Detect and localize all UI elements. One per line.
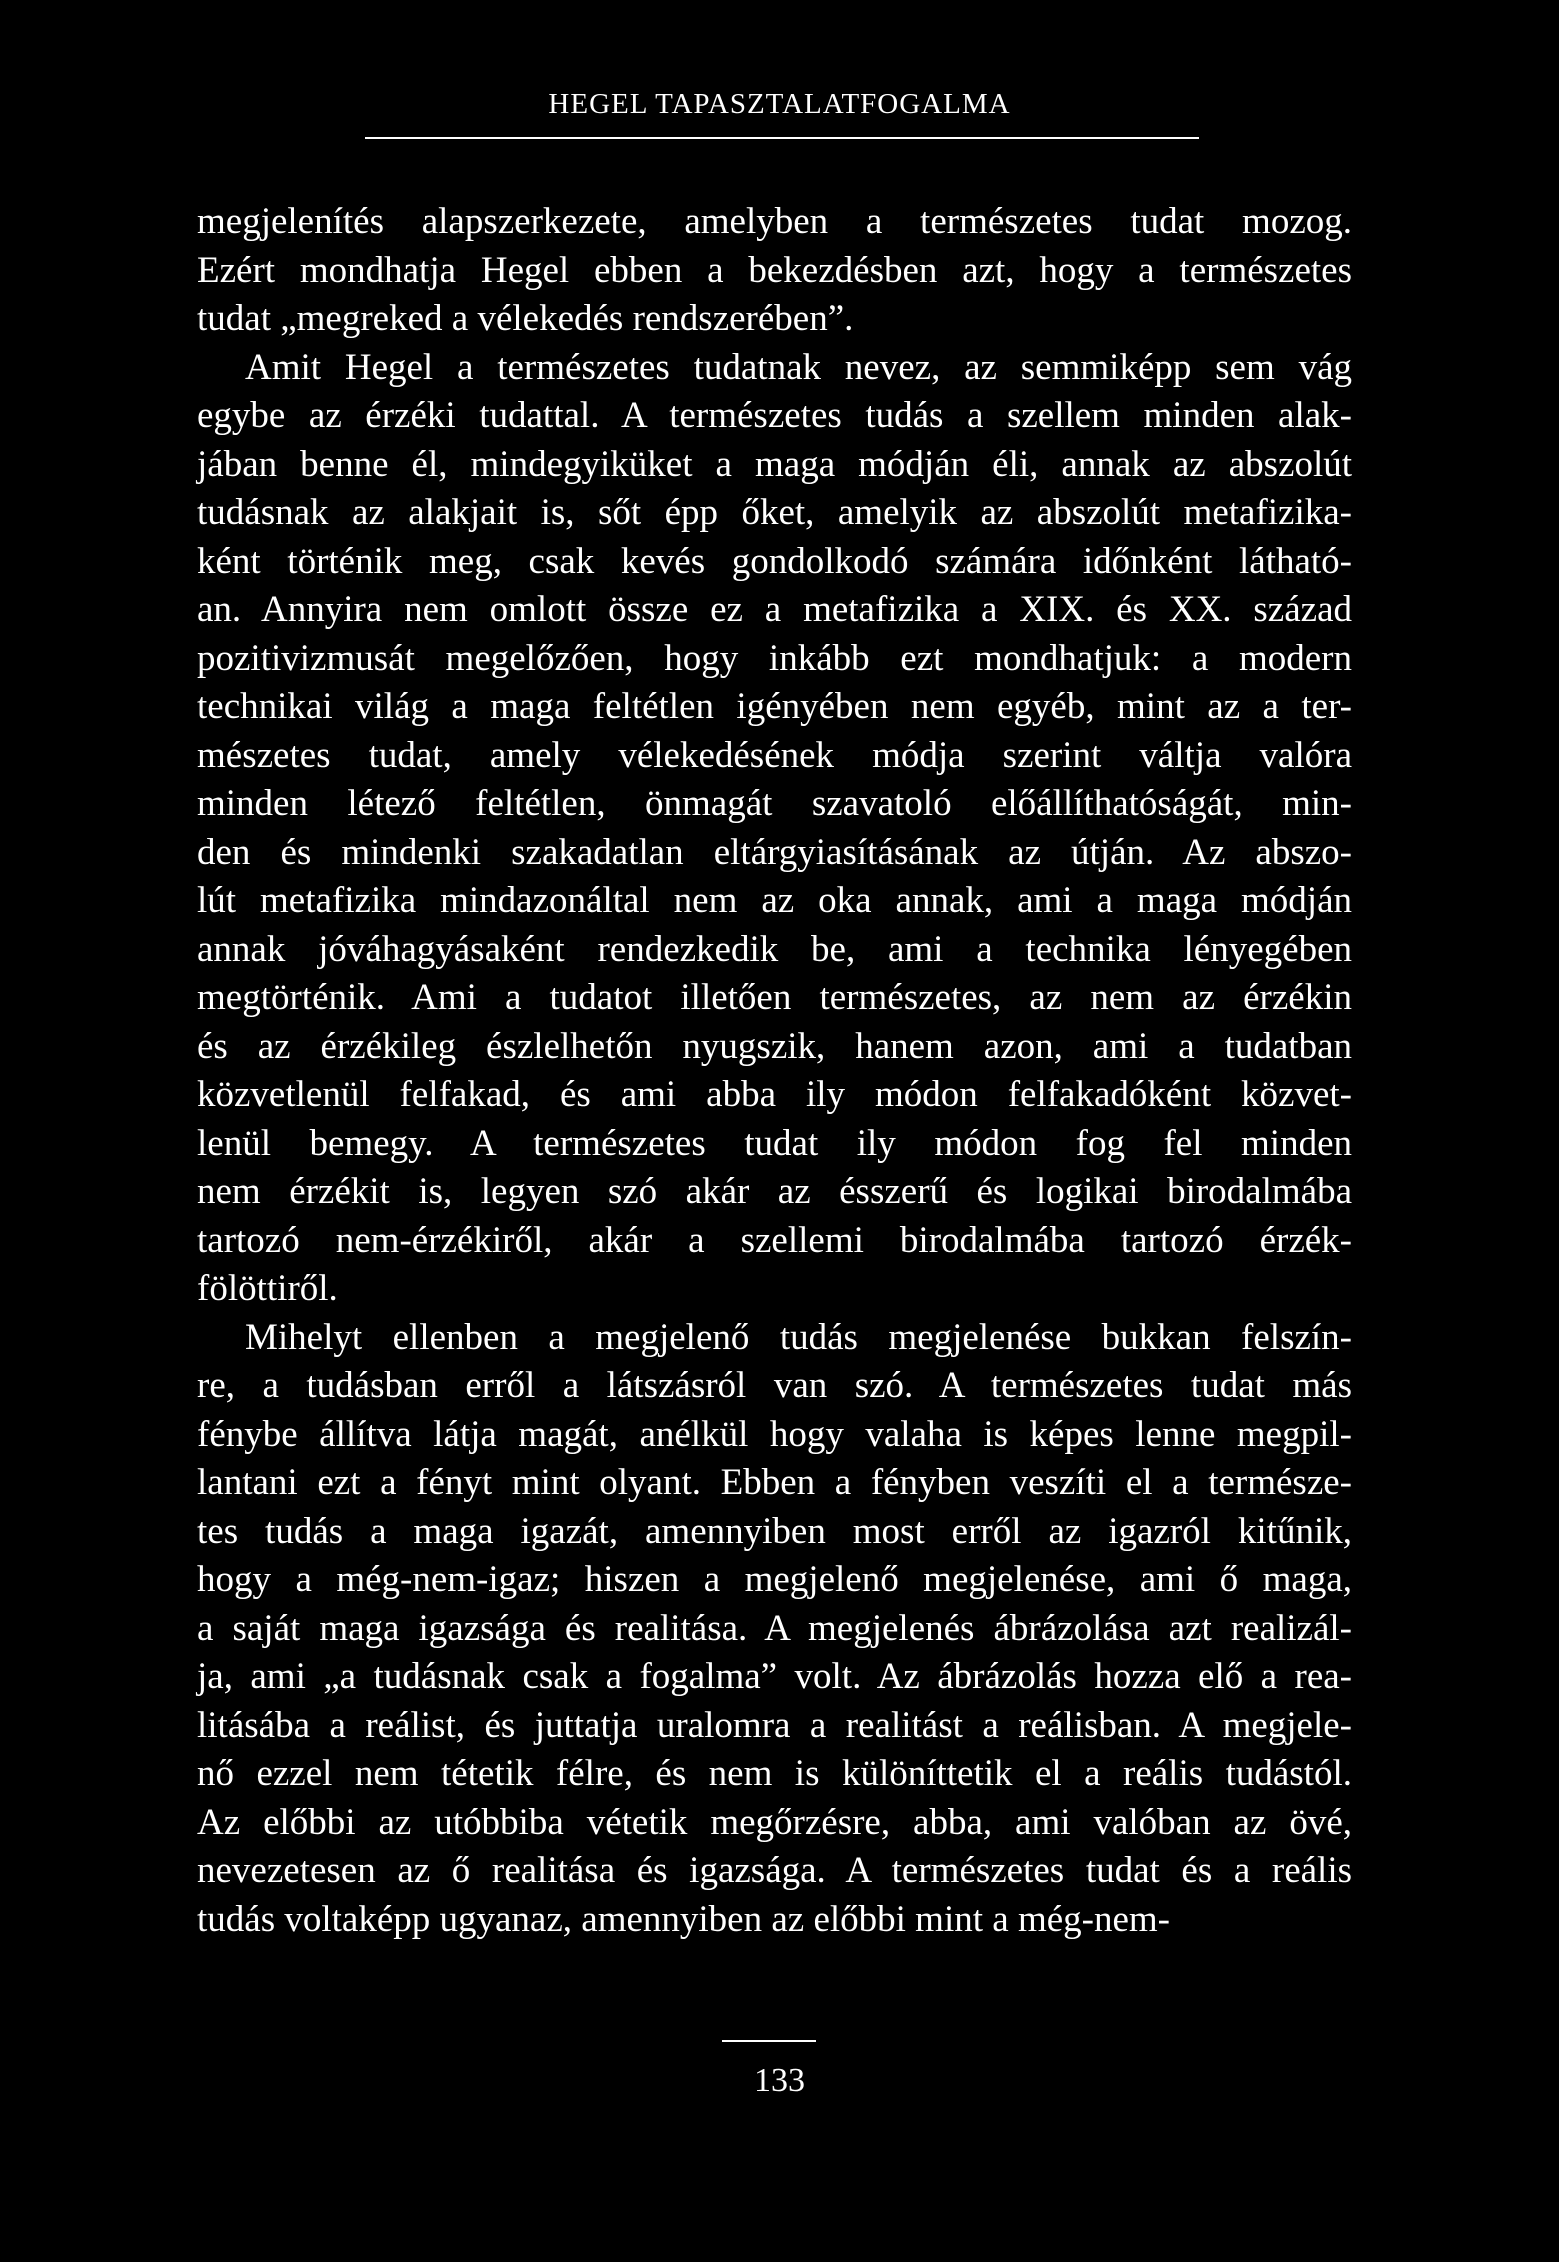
text-line: litásába a reálist, és juttatja uralomra a realitást a reálisban. A megjele- <box>197 1704 1352 1746</box>
text-line: Ezért mondhatja Hegel ebben a bekezdésben azt, hogy a természetes <box>197 249 1352 291</box>
text-line: minden létező feltétlen, önmagát szavatoló előállíthatóságát, min- <box>197 783 1352 824</box>
page-number: 133 <box>754 2062 805 2099</box>
text-line: hogy a még-nem-igaz; hiszen a megjelenő megjelenése, ami ő maga, <box>197 1559 1352 1600</box>
text-line: re, a tudásban erről a látszásról van szó. A természetes tudat más <box>197 1365 1352 1406</box>
text-line: Az előbbi az utóbbiba vétetik megőrzésre, abba, ami valóban az övé, <box>197 1801 1352 1843</box>
text-line: mészetes tudat, amely vélekedésének módja szerint váltja valóra <box>197 734 1352 776</box>
text-line: technikai világ a maga feltétlen igényében nem egyéb, mint az a ter- <box>197 686 1352 727</box>
text-line: fölöttiről. <box>197 1268 338 1309</box>
text-line: és az érzékileg észlelhetőn nyugszik, hanem azon, ami a tudatban <box>197 1025 1352 1067</box>
header-rule <box>365 137 1199 139</box>
text-line: nem érzékit is, legyen szó akár az ésszerű és logikai birodalmába <box>197 1171 1352 1212</box>
text-line: lenül bemegy. A természetes tudat ily módon fog fel minden <box>197 1122 1352 1164</box>
text-line: közvetlenül felfakad, és ami abba ily módon felfakadóként közvet- <box>197 1074 1352 1115</box>
text-line: a saját maga igazsága és realitása. A megjelenés ábrázolása azt realizál- <box>197 1607 1352 1649</box>
text-line: tes tudás a maga igazát, amennyiben most erről az igazról kitűnik, <box>197 1510 1352 1552</box>
footer-rule <box>722 2040 816 2042</box>
text-line: lantani ezt a fényt mint olyant. Ebben a fényben veszíti el a természe- <box>197 1462 1352 1503</box>
text-line: jában benne él, mindegyiküket a maga módján éli, annak az abszolút <box>197 443 1352 485</box>
text-line: an. Annyira nem omlott össze ez a metafizika a XIX. és XX. század <box>197 589 1352 630</box>
text-line: megjelenítés alapszerkezete, amelyben a természetes tudat mozog. <box>197 201 1352 242</box>
running-header-title: HEGEL TAPASZTALATFOGALMA <box>548 88 1011 120</box>
body-text <box>197 198 1352 1944</box>
text-line: egybe az érzéki tudattal. A természetes tudás a szellem minden alak- <box>197 395 1352 436</box>
text-line: den és mindenki szakadatlan eltárgyiasításának az útján. Az abszo- <box>197 831 1352 873</box>
text-line: tudat „megreked a vélekedés rendszerében”. <box>197 298 854 339</box>
text-line: pozitivizmusát megelőzően, hogy inkább ezt mondhatjuk: a modern <box>197 637 1352 679</box>
text-line: tudásnak az alakjait is, sőt épp őket, amelyik az abszolút metafizika- <box>197 492 1352 533</box>
text-line: nő ezzel nem tétetik félre, és nem is különíttetik el a reális tudástól. <box>197 1753 1352 1794</box>
text-line: Mihelyt ellenben a megjelenő tudás megjelenése bukkan felszín- <box>245 1316 1352 1358</box>
text-line: ként történik meg, csak kevés gondolkodó számára időnként látható- <box>197 540 1352 582</box>
text-line: fénybe állítva látja magát, anélkül hogy valaha is képes lenne megpil- <box>197 1413 1352 1455</box>
running-header <box>0 88 1559 121</box>
text-line: lút metafizika mindazonáltal nem az oka annak, ami a maga módján <box>197 880 1352 921</box>
text-line: tudás voltaképp ugyanaz, amennyiben az előbbi mint a még-nem- <box>197 1898 1170 1940</box>
text-line: megtörténik. Ami a tudatot illetően természetes, az nem az érzékin <box>197 977 1352 1018</box>
text-line: annak jóváhagyásaként rendezkedik be, ami a technika lényegében <box>197 928 1352 970</box>
text-line: nevezetesen az ő realitása és igazsága. A természetes tudat és a reális <box>197 1850 1352 1891</box>
text-line: Amit Hegel a természetes tudatnak nevez, az semmiképp sem vág <box>245 346 1352 388</box>
text-line: ja, ami „a tudásnak csak a fogalma” volt. Az ábrázolás hozza elő a rea- <box>197 1656 1352 1697</box>
text-line: tartozó nem-érzékiről, akár a szellemi birodalmába tartozó érzék- <box>197 1219 1352 1261</box>
